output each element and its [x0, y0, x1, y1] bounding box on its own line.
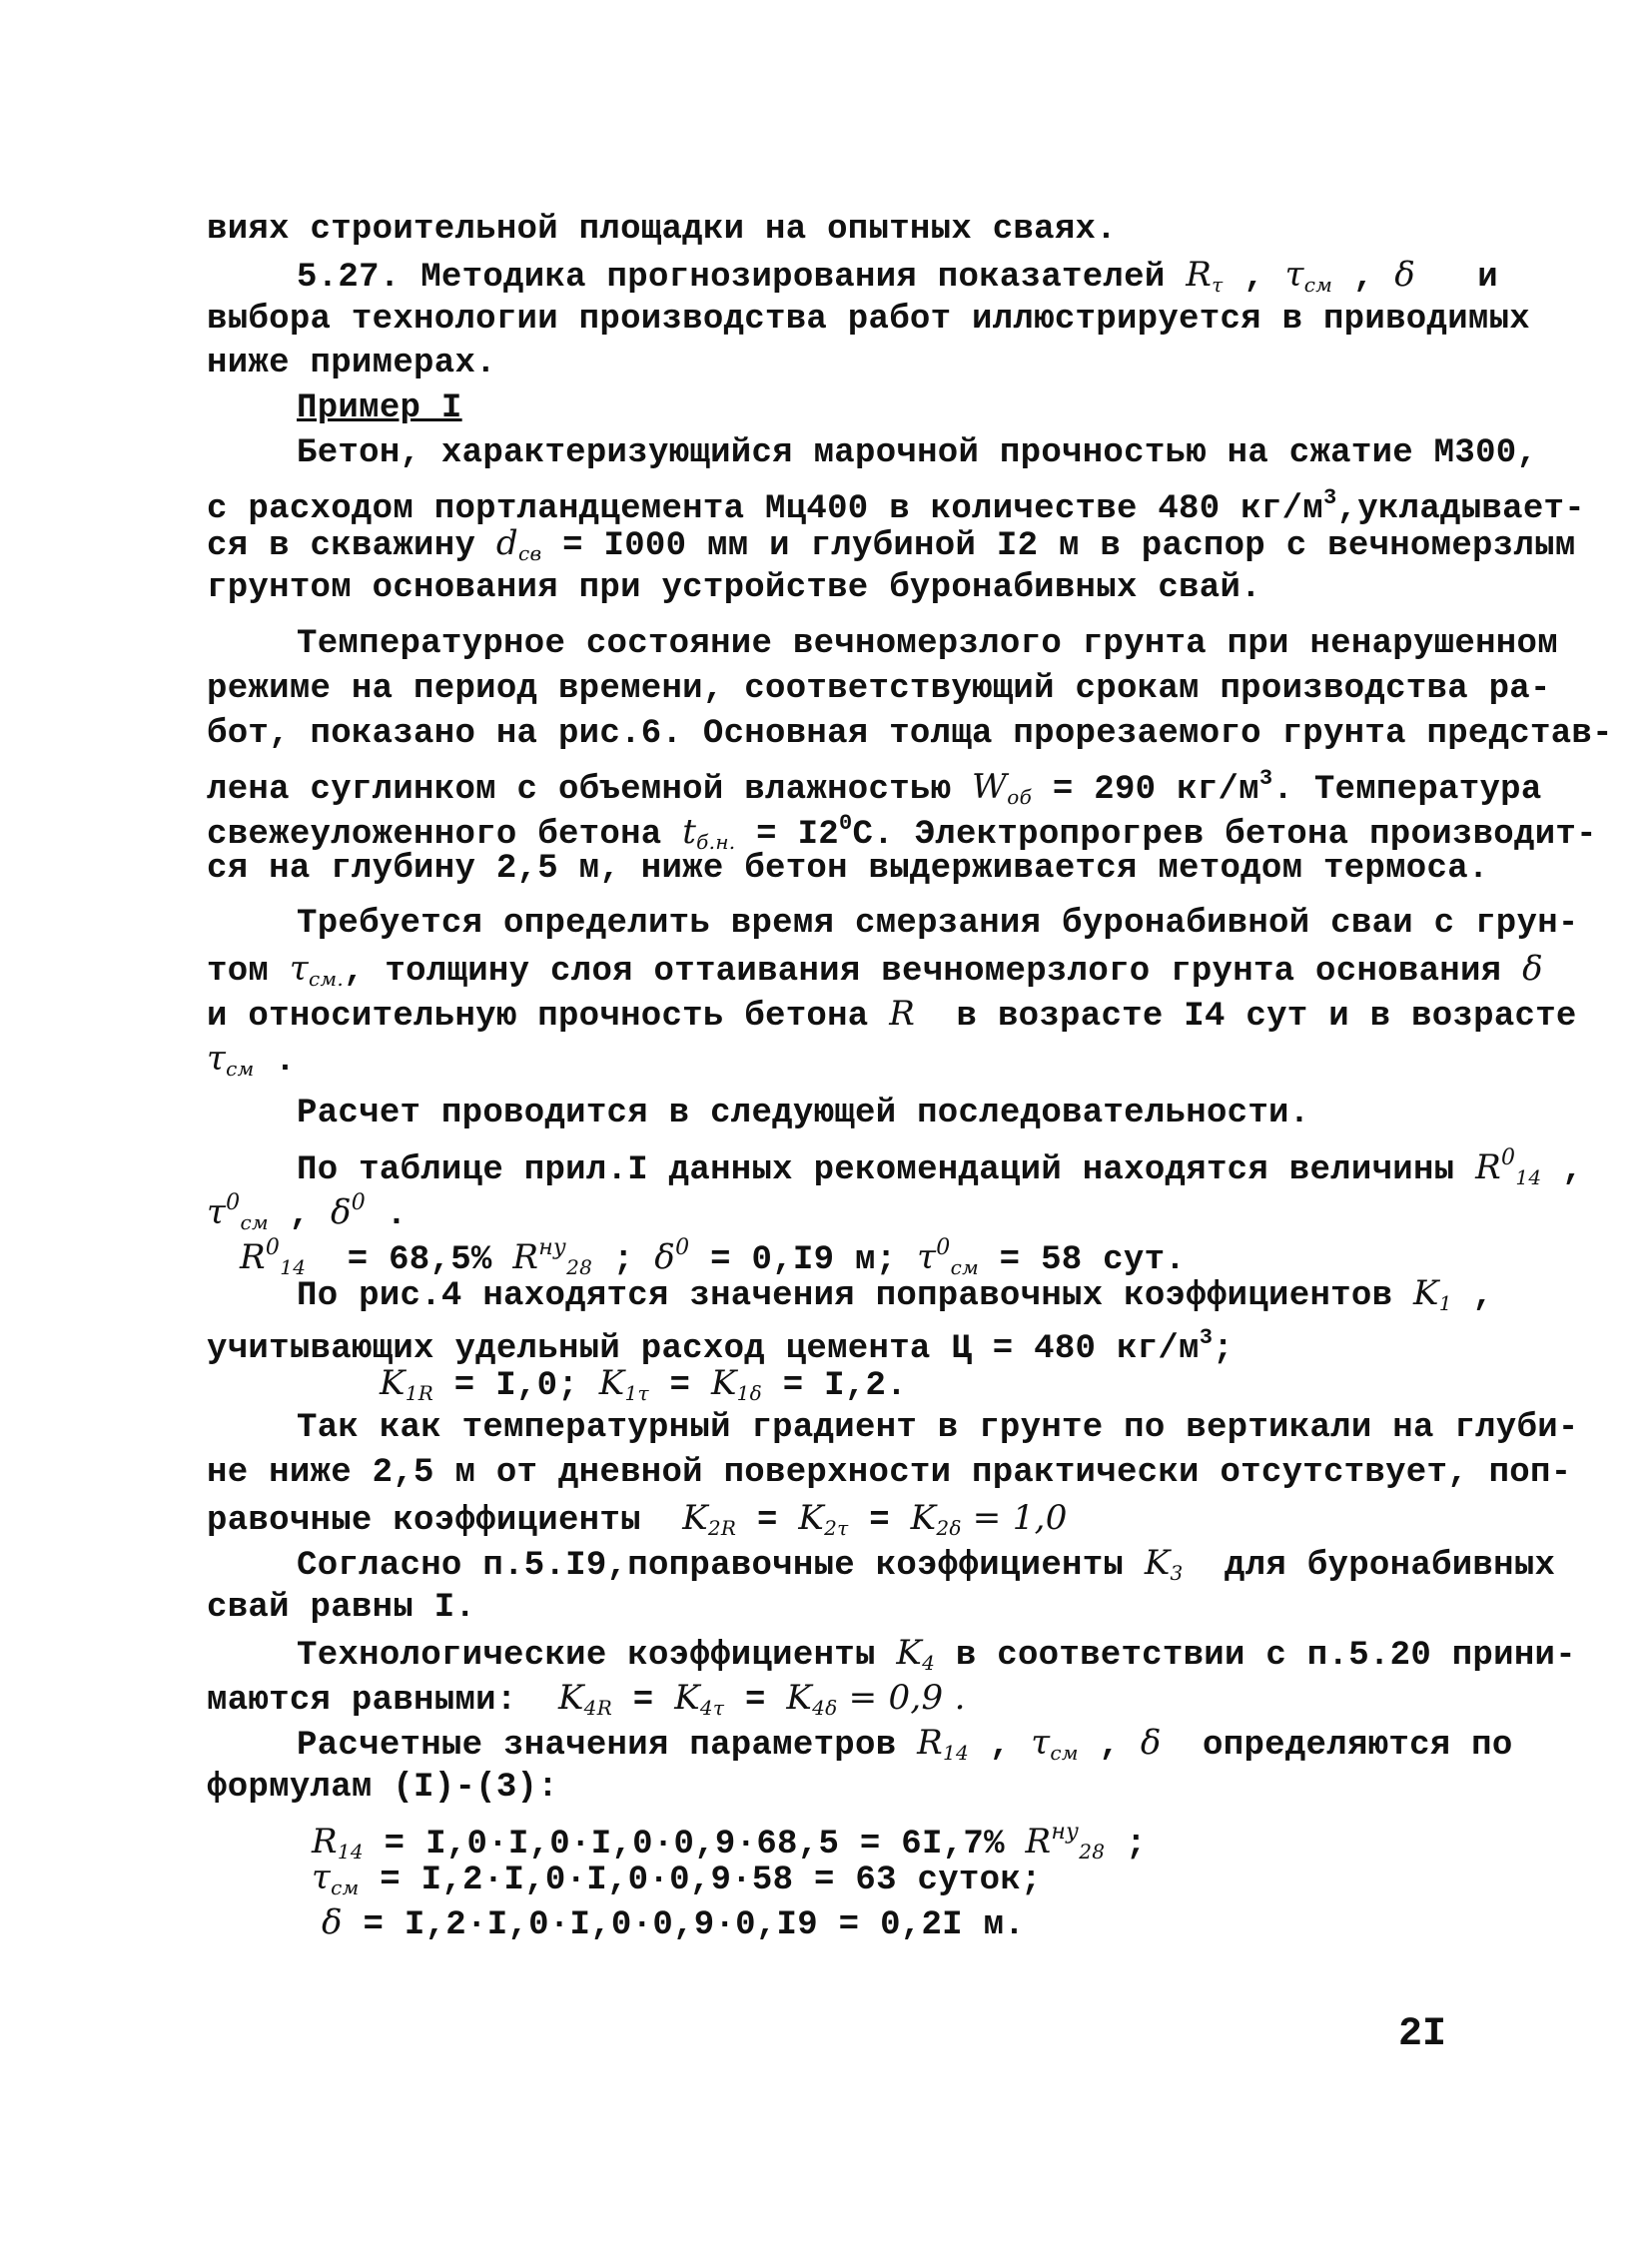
superscript: 0	[1501, 1145, 1516, 1170]
superscript: 0	[351, 1190, 367, 1215]
text: ,	[1332, 259, 1395, 297]
text-line	[297, 1136, 1583, 1199]
subscript: 14	[1515, 1165, 1542, 1189]
subscript: об	[1007, 785, 1033, 809]
text: Технологические коэффициенты	[297, 1637, 897, 1675]
text: и	[1415, 259, 1498, 297]
text: выбора технологии производства работ иллюстрируется в приводимых	[207, 301, 1531, 339]
subscript: 28	[566, 1255, 593, 1279]
text: = I2	[735, 816, 839, 854]
subscript: 14	[280, 1255, 307, 1279]
text: , толщину слоя оттаивания вечномерзлого грунта основания	[344, 953, 1523, 991]
symbol: δ	[330, 1192, 352, 1232]
text: Температурное состояние вечномерзлого грунта при ненарушенном	[297, 625, 1558, 663]
subscript: см.	[308, 967, 344, 991]
text: маются равными:	[207, 1682, 558, 1720]
subscript: 1τ	[624, 1381, 649, 1405]
text: Расчет проводится в следующей последовательности.	[297, 1095, 1310, 1132]
text: ,укладывает-	[1336, 490, 1585, 528]
text: виях строительной площадки на опытных сваях.	[207, 211, 1117, 249]
text: равочные коэффициенты	[207, 1502, 683, 1540]
text-line	[207, 342, 496, 385]
text-line	[297, 1092, 1309, 1135]
text: = 290 кг/м	[1032, 771, 1259, 809]
heading-text: Пример I	[297, 389, 462, 427]
text: ниже примерах.	[207, 345, 496, 382]
symbol: K	[1144, 1543, 1171, 1583]
text-line	[207, 847, 1489, 891]
text-line	[207, 1586, 475, 1630]
symbol: R	[1025, 1822, 1052, 1862]
symbol: t	[682, 812, 697, 852]
text: С. Электропрогрев бетона производит-	[852, 816, 1597, 854]
symbol: τ	[312, 1858, 332, 1897]
text: лена суглинком с объемной влажностью	[207, 771, 973, 809]
symbol: R	[1475, 1147, 1501, 1187]
text-line	[297, 1541, 1555, 1595]
text-line	[207, 1766, 558, 1810]
subscript: см	[1303, 273, 1333, 297]
subscript: б.н.	[696, 830, 736, 854]
subscript: 4	[922, 1651, 936, 1675]
superscript: 0	[226, 1190, 241, 1215]
text-line	[207, 667, 1551, 711]
subscript: см	[226, 1057, 255, 1081]
symbol: R	[1186, 255, 1213, 295]
text: Согласно п.5.I9,поправочные коэффициенты	[297, 1547, 1145, 1585]
text: свежеуложенного бетона	[207, 816, 683, 854]
symbol: K	[896, 1633, 923, 1673]
text-line	[207, 992, 1577, 1039]
text: = 0,9 .	[837, 1678, 966, 1718]
subscript: см	[240, 1210, 269, 1234]
subscript: см	[950, 1255, 979, 1279]
text-line	[207, 298, 1530, 342]
superscript: 0	[936, 1235, 951, 1260]
symbol: K	[710, 1363, 737, 1403]
subscript: 14	[943, 1741, 970, 1765]
symbol: K	[380, 1363, 406, 1403]
symbol: R	[917, 1723, 944, 1763]
symbol: K	[786, 1678, 813, 1718]
symbol: R	[889, 994, 916, 1034]
symbol: τ	[207, 1039, 227, 1079]
text: = 1,0	[961, 1498, 1068, 1538]
page-number: 2I	[1398, 2012, 1447, 2057]
text: грунтом основания при устройстве буронабивных свай.	[207, 569, 1261, 607]
superscript: 0	[675, 1235, 690, 1260]
subscript: см	[1050, 1741, 1079, 1765]
text-line	[207, 208, 1117, 252]
text-line	[207, 1037, 296, 1091]
text: По таблице прил.I данных рекомендаций находятся величины	[297, 1151, 1476, 1189]
symbol: δ	[322, 1902, 343, 1942]
text: =	[648, 1367, 711, 1405]
text: = I,0;	[433, 1367, 599, 1405]
example-heading	[297, 386, 462, 430]
text: = I,2.	[762, 1367, 907, 1405]
subscript: τ	[1212, 273, 1224, 297]
text: Расчетные значения параметров	[297, 1727, 918, 1765]
subscript: 3	[1170, 1561, 1184, 1585]
formula-line	[322, 1900, 1025, 1947]
text: 5.27. Методика прогнозирования показателей	[297, 259, 1187, 297]
text: .	[254, 1043, 296, 1081]
symbol: δ	[1522, 949, 1543, 989]
symbol: W	[972, 767, 1008, 807]
text: = I000 мм и глубиной I2 м в распор с вечномерзлым	[541, 527, 1576, 565]
text-line	[297, 622, 1558, 666]
text: формулам (I)-(3):	[207, 1769, 558, 1807]
text: Требуется определить время смерзания буронабивной сваи с грун-	[297, 905, 1579, 943]
text: том	[207, 953, 290, 991]
superscript: 0	[838, 811, 853, 836]
text: ,	[1451, 1277, 1494, 1315]
text: ;	[1213, 1330, 1234, 1368]
subscript: 4τ	[699, 1696, 725, 1720]
text: определяются по	[1161, 1727, 1513, 1765]
subscript: см	[331, 1875, 360, 1899]
symbol: τ	[207, 1192, 227, 1232]
subscript: 2δ	[936, 1516, 962, 1540]
text: =	[724, 1682, 787, 1720]
subscript: св	[517, 541, 542, 565]
text: =	[848, 1502, 911, 1540]
symbol: K	[598, 1363, 625, 1403]
symbol: τ	[1284, 255, 1304, 295]
superscript: 3	[1258, 766, 1273, 791]
text: ,	[1078, 1727, 1141, 1765]
symbol: δ	[1394, 255, 1416, 295]
text: = 58 сут.	[978, 1241, 1186, 1279]
text: = 68,5%	[306, 1241, 513, 1279]
superscript: 3	[1322, 485, 1337, 510]
symbol: τ	[289, 949, 309, 989]
text: ;	[592, 1241, 655, 1279]
symbol: R	[240, 1237, 266, 1277]
superscript: 3	[1199, 1325, 1214, 1350]
text: Так как температурный градиент в грунте по вертикали на глуби-	[297, 1409, 1579, 1447]
text-line	[297, 431, 1537, 475]
symbol: τ	[1031, 1723, 1051, 1763]
subscript: 2R	[707, 1516, 737, 1540]
symbol: K	[1412, 1273, 1439, 1313]
text: ся в скважину	[207, 527, 496, 565]
text: ,	[1541, 1151, 1583, 1189]
text-line	[297, 1406, 1579, 1450]
symbol: K	[682, 1498, 708, 1538]
text: ;	[1105, 1826, 1147, 1864]
text: ,	[268, 1196, 331, 1234]
text: свай равны I.	[207, 1589, 476, 1627]
text: =	[736, 1502, 799, 1540]
text-line	[207, 712, 1613, 756]
subscript: 1	[1438, 1291, 1452, 1315]
text: = I,0·I,0·I,0·0,9·68,5 = 6I,7%	[363, 1826, 1026, 1864]
text: режиме на период времени, соответствующий срокам производства ра-	[207, 670, 1551, 708]
text: бот, показано на рис.6. Основная толща прорезаемого грунта представ-	[207, 715, 1613, 753]
text: в возрасте I4 сут и в возрасте	[915, 998, 1577, 1036]
text: . Температура	[1272, 771, 1542, 809]
subscript: 1R	[405, 1381, 434, 1405]
text-line	[297, 902, 1579, 946]
symbol: K	[674, 1678, 700, 1718]
text: для буронабивных	[1183, 1547, 1556, 1585]
subscript: 1δ	[736, 1381, 763, 1405]
subscript: 4δ	[812, 1696, 838, 1720]
text: с расходом портландцемента Мц400 в количестве 480 кг/м	[207, 490, 1323, 528]
symbol: K	[557, 1678, 584, 1718]
subscript: 14	[337, 1840, 364, 1864]
text: По рис.4 находятся значения поправочных коэффициентов	[297, 1277, 1413, 1315]
superscript: 0	[265, 1235, 281, 1260]
subscript: 2τ	[824, 1516, 849, 1540]
text: .	[366, 1196, 408, 1234]
text: в соответствии с п.5.20 прини-	[935, 1637, 1576, 1675]
symbol: d	[495, 523, 518, 563]
symbol: δ	[1140, 1723, 1162, 1763]
text: ся на глубину 2,5 м, ниже бетон выдерживается методом термоса.	[207, 850, 1489, 888]
symbol: δ	[654, 1237, 676, 1277]
text: учитывающих удельный расход цемента Ц = 480 кг/м	[207, 1330, 1200, 1368]
text: = 0,I9 м;	[689, 1241, 918, 1279]
text: и относительную прочность бетона	[207, 998, 890, 1036]
text: = I,2·I,0·I,0·0,9·58 = 63 суток;	[359, 1862, 1042, 1899]
superscript: ну	[538, 1235, 567, 1260]
text: =	[612, 1682, 675, 1720]
text: Бетон, характеризующийся марочной прочностью на сжатие М300,	[297, 434, 1538, 472]
symbol: K	[798, 1498, 825, 1538]
text-line	[207, 1451, 1571, 1495]
symbol: K	[910, 1498, 937, 1538]
superscript: ну	[1051, 1820, 1080, 1845]
text: = I,2·I,0·I,0·0,9·0,I9 = 0,2I м.	[342, 1906, 1025, 1944]
symbol: R	[312, 1822, 338, 1862]
text: ,	[1223, 259, 1285, 297]
symbol: R	[512, 1237, 539, 1277]
subscript: 28	[1079, 1840, 1106, 1864]
text-line	[207, 566, 1261, 610]
text: ,	[969, 1727, 1032, 1765]
symbol: τ	[917, 1237, 937, 1277]
text: не ниже 2,5 м от дневной поверхности практически отсутствует, поп-	[207, 1454, 1572, 1492]
subscript: 4R	[583, 1696, 613, 1720]
